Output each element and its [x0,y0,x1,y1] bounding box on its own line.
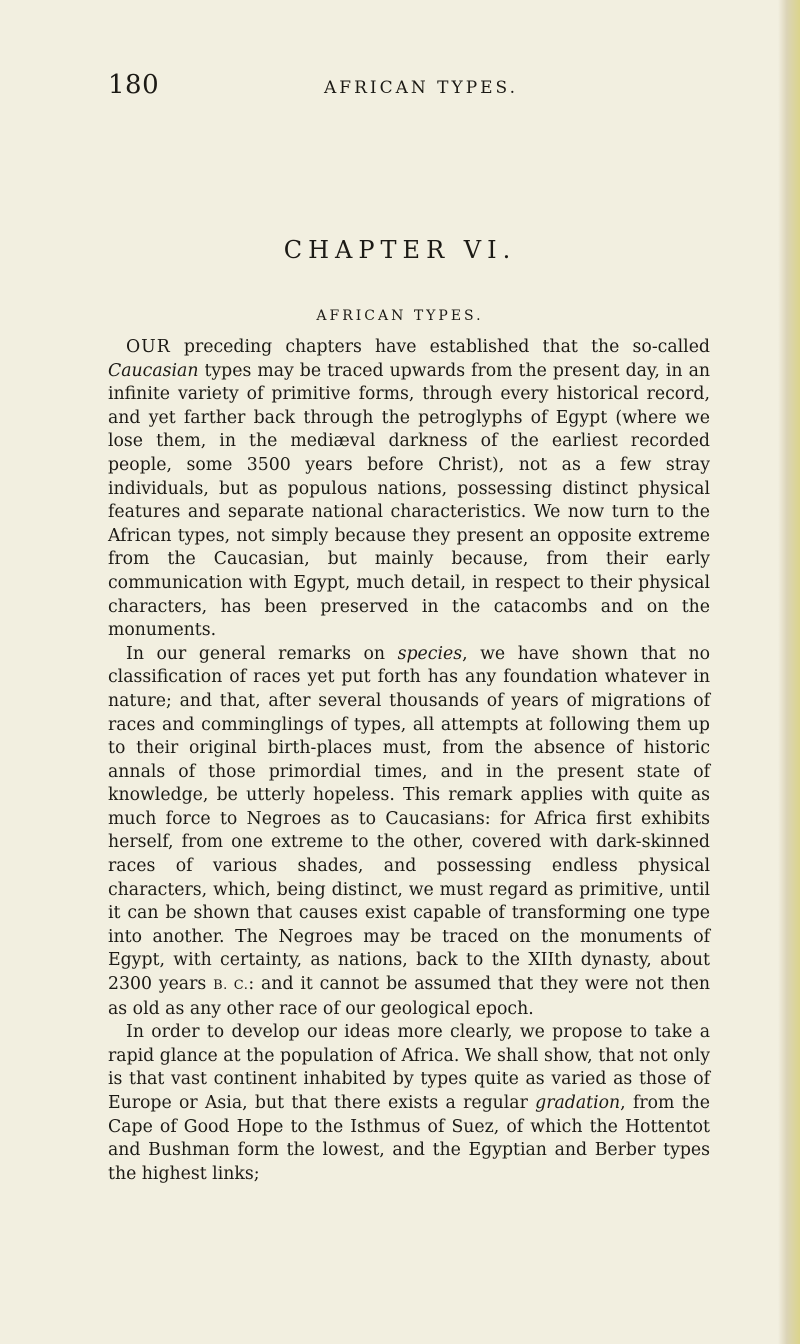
chapter-title: CHAPTER VI. [283,236,517,264]
italic-term: species [397,643,463,664]
section-title: AFRICAN TYPES. [316,308,484,324]
paragraph-text: In our general remarks on [126,643,398,664]
page-header [108,70,700,110]
paragraph-2 [108,643,710,1022]
paragraph-text: : and it cannot be assumed that they were not then as old as any other race of our geological epoch. [108,974,711,1019]
paragraph-text: preceding chapters have established that the so-called [170,337,710,357]
paragraph-text: In order to develop our ideas more clearly, we propose to take a rapid glance at the population of Africa. We shall show, that not only is that vast continent inhabited by types quite as varied as those of Europe or Asia, but that there exists a regular [108,1022,710,1113]
paragraph-1 [108,336,710,643]
body-text [108,336,710,1186]
paragraph-text: types may be traced upwards from the present day, in an infinite variety of primitive forms, through every historical record, and yet farther back through the petroglyphs of Egypt (where we lose them, in the mediæval darkness of the earliest recorded people, some 3500 years before Christ), not as a few stray individuals, but as populous nations, possessing distinct physical features and separate national characteristics. We now turn to the African types, not simply because they present an opposite extreme from the Caucasian, but mainly because, from their early communication with Egypt, much detail, in respect to their physical characters, has been preserved in the catacombs and on the monuments. [108,360,710,641]
page-number: 180 [108,70,160,100]
running-head: AFRICAN TYPES. [324,78,519,98]
paragraph-text: , we have shown that no classification of races yet put forth has any foundation whatever in nature; and that, after several thousands of years of migrations of races and comminglings of types, all attempts at following them up to their original birth-places must, from the absence of historic annals of those primordial times, and in the present state of knowledge, be utterly hopeless. This remark applies with quite as much force to Negroes as to Caucasians: for Africa first exhibits herself, from one extreme to the other, covered with dark-skinned races of various shades, and possessing endless physical characters, which, being distinct, we must regard as primitive, until it can be shown that causes exist capable of transforming one type into another. The Negroes may be traced on the monuments of Egypt, with certainty, as nations, back to the XIIth dynasty, about 2300 years [108,643,710,995]
paragraph-text: , from the Cape of Good Hope to the Isthmus of Suez, of which the Hottentot and Bushman form the lowest, and the Egyptian and Berber types the highest links; [108,1093,710,1184]
italic-term: Caucasian [108,360,199,381]
paragraph-3 [108,1021,710,1186]
page-edge [778,0,800,1344]
small-caps-abbrev: B. C. [213,978,249,994]
italic-term: gradation [535,1093,621,1113]
paragraph-lead: OUR [126,337,171,357]
